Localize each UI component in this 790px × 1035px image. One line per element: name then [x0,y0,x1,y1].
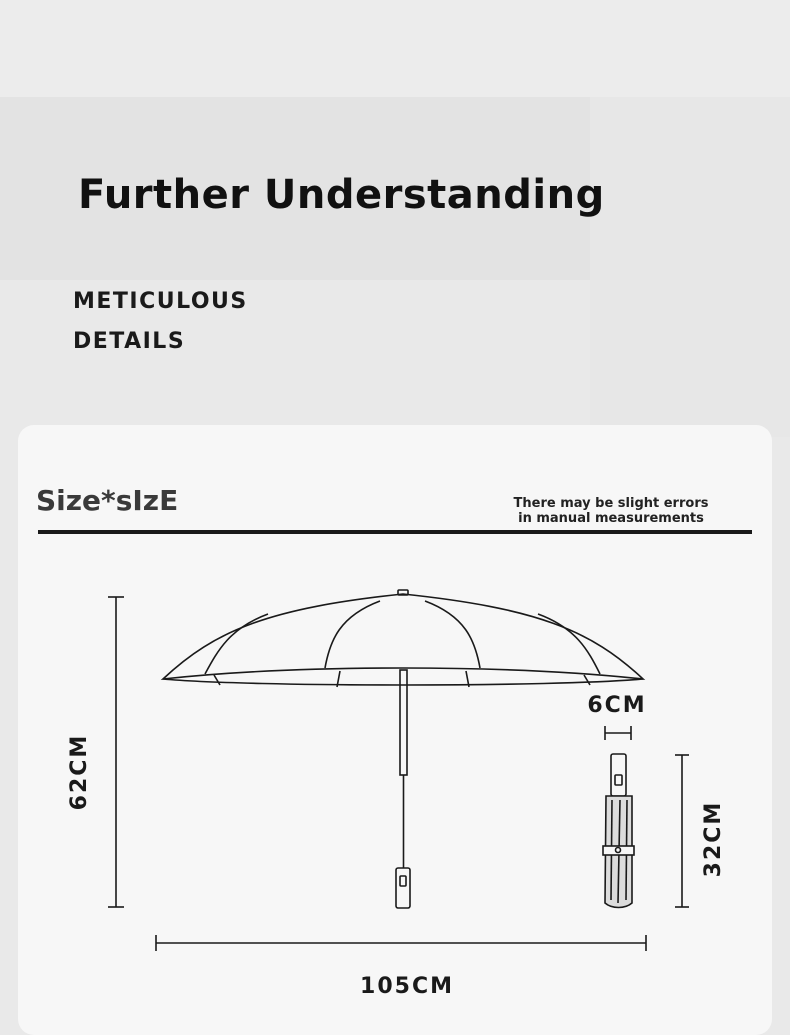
rim-tick-1 [214,675,220,685]
length-label: 32CM [701,800,726,878]
width-label: 105CM [360,974,454,999]
rim-tick-4 [584,675,590,685]
open-umbrella [163,590,643,908]
size-title: Size*sIzE [36,484,179,517]
open-handle [396,868,410,908]
height-label: 62CM [67,733,92,811]
folded-umbrella [603,754,634,908]
open-handle-button [400,876,406,886]
subtitle-line-2: DETAILS [73,329,186,354]
canopy-rim [163,679,643,685]
subtitle-line-1: METICULOUS [73,289,248,314]
folded-handle-button [615,775,622,785]
note-line-2: in manual measurements [518,511,704,526]
note-line-1: There may be slight errors [513,496,709,511]
page-title: Further Understanding [78,172,605,218]
canopy-outline [163,594,643,679]
diameter-label: 6CM [587,693,647,718]
canopy-tip [398,590,408,595]
